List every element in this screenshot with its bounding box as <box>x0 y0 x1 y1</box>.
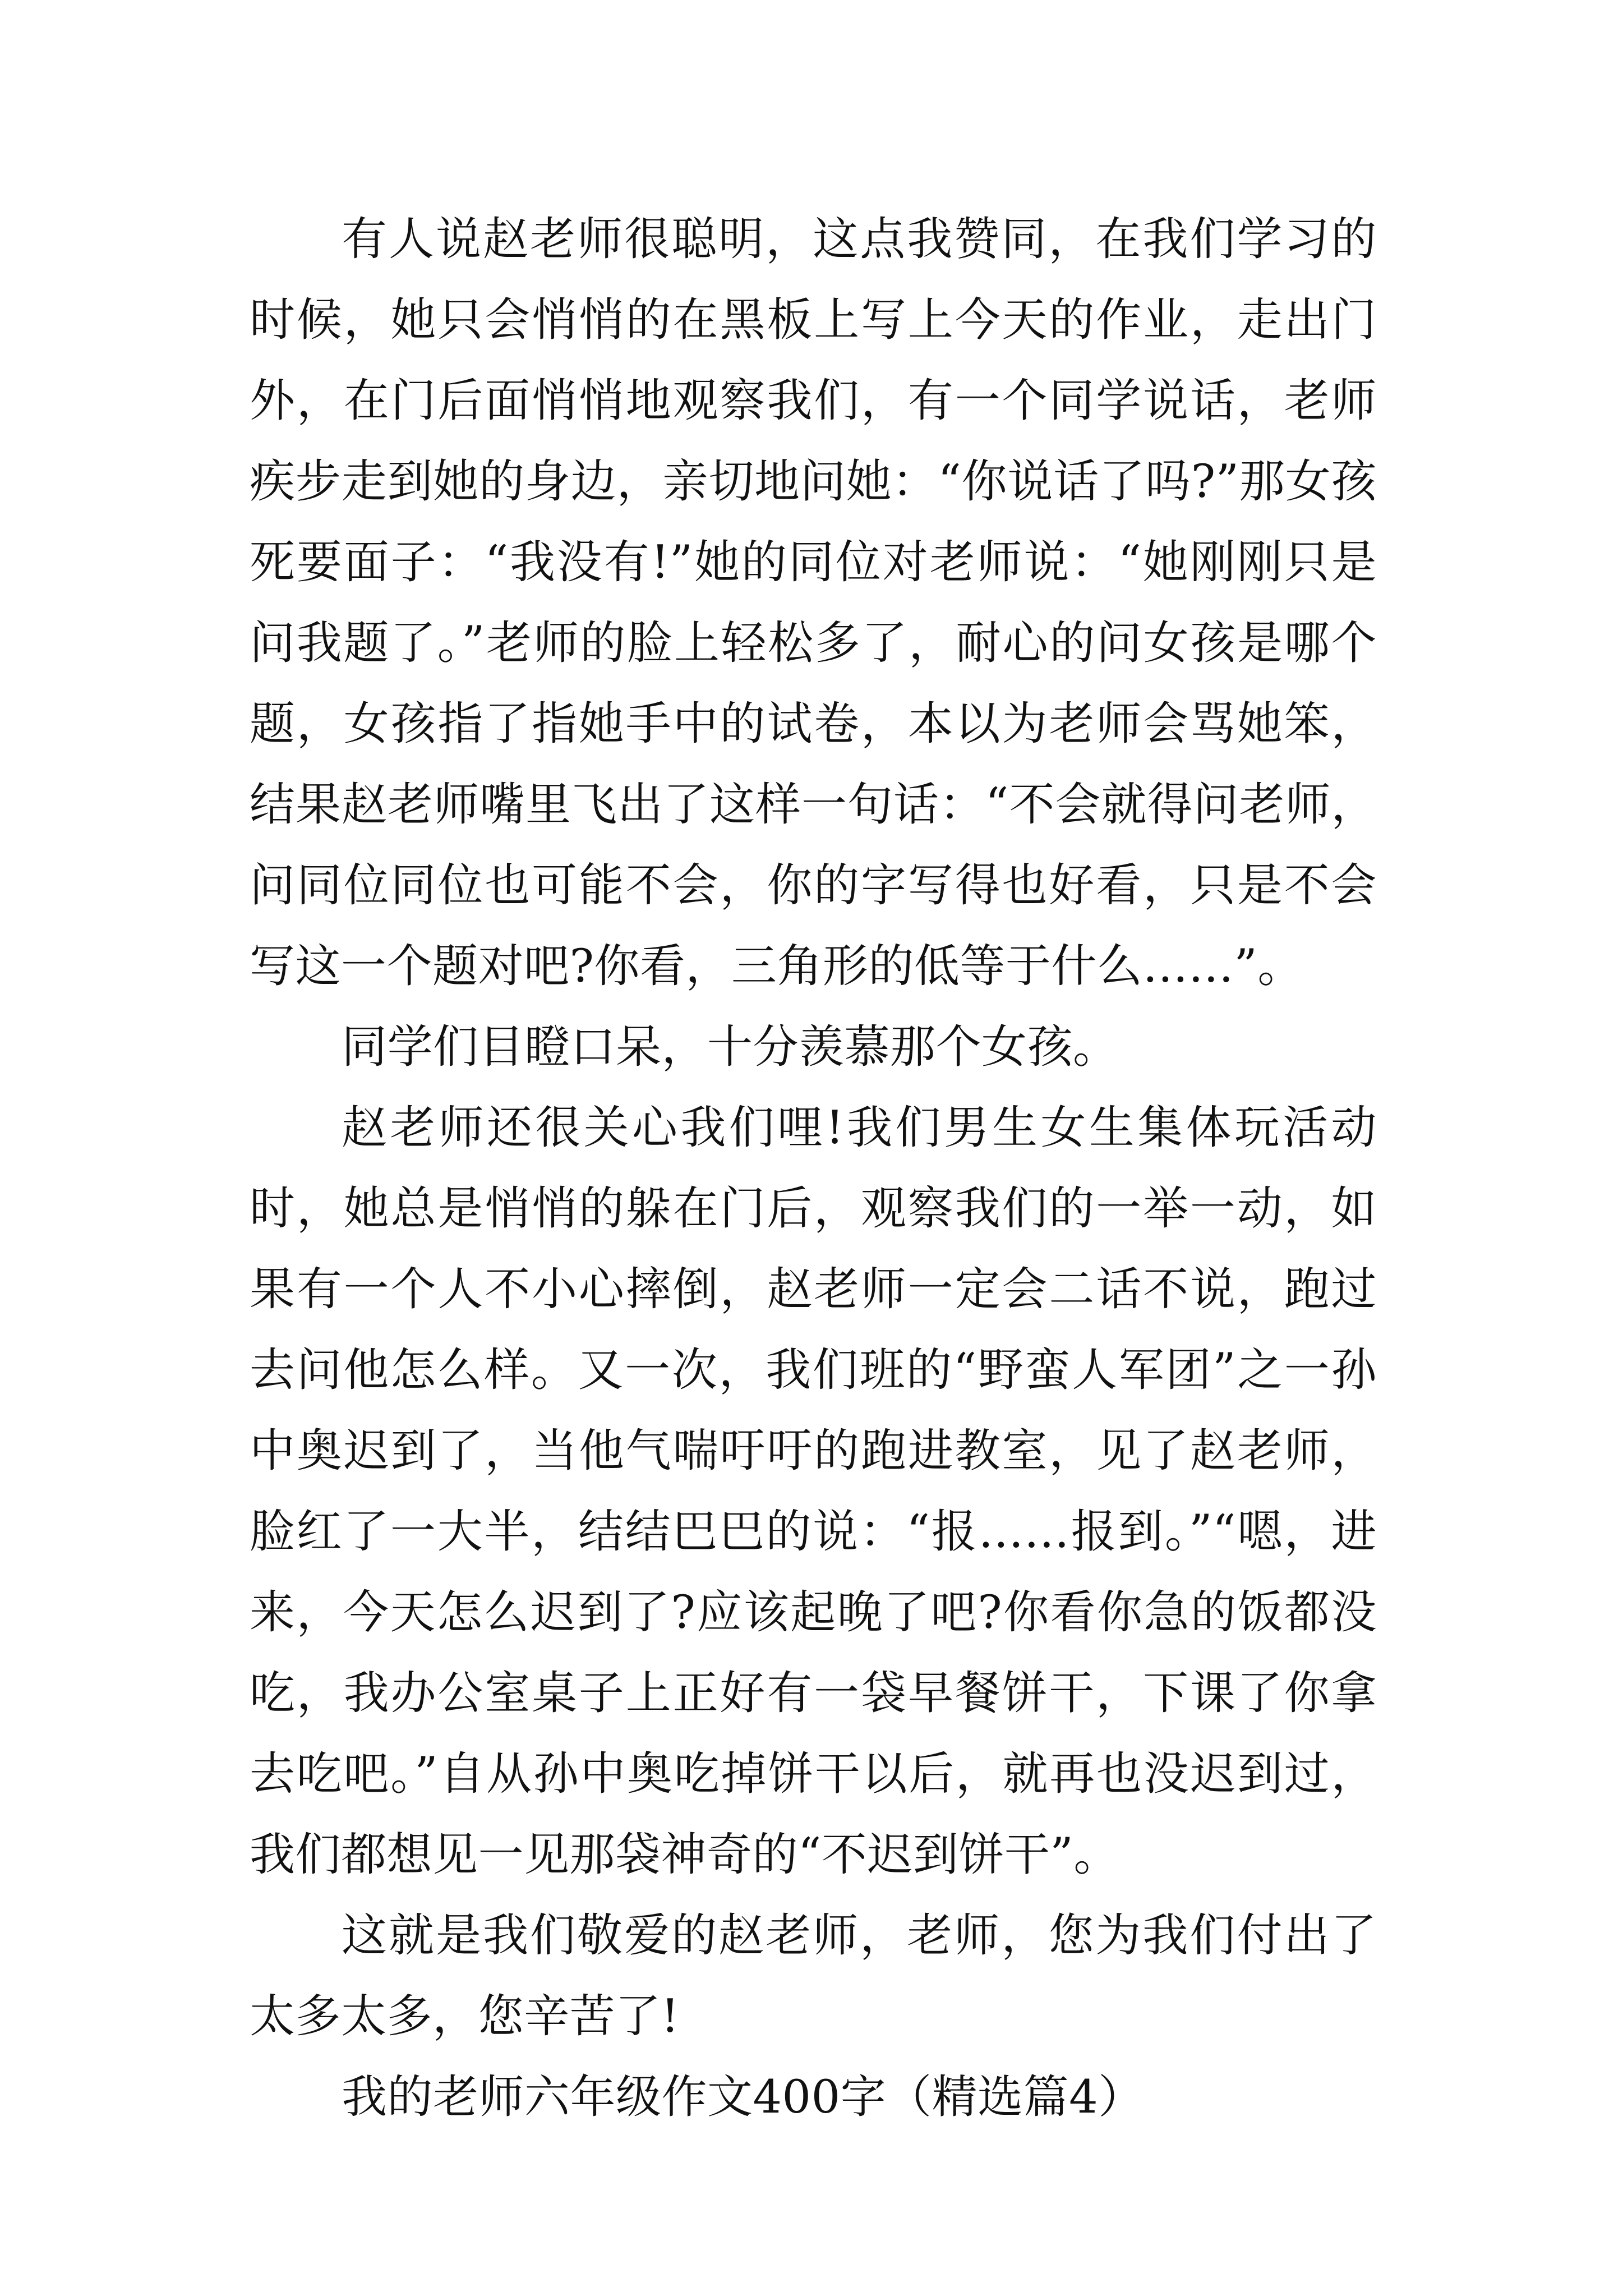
paragraph-zhao-teacher-caring: 赵老师还很关心我们哩!我们男生女生集体玩活动时，她总是悄悄的躲在门后，观察我们的一举一动，如果有一个人不小心摔倒，赵老师一定会二话不说，跑过去问他怎么样。又一次，我们班的“野蛮人军团”之一孙中奥迟到了，当他气喘吁吁的跑进教室，见了赵老师，脸红了一大半，结结巴巴的说：“报……报到。”“嗯，进来，今天怎么迟到了?应该起晚了吧?你看你急的饭都没吃，我办公室桌子上正好有一袋早餐饼干，下课了你拿去吃吧。”自从孙中奥吃掉饼干以后，就再也没迟到过，我们都想见一见那袋神奇的“不迟到饼干”。 <box>250 1102 1377 1881</box>
paragraph-zhao-teacher-smart: 有人说赵老师很聪明，这点我赞同，在我们学习的时候，她只会悄悄的在黑板上写上今天的作业，走出门外，在门后面悄悄地观察我们，有一个同学说话，老师疾步走到她的身边，亲切地问她：“你说话了吗?”那女孩死要面子：“我没有!”她的同位对老师说：“她刚刚只是问我题了。”老师的脸上轻松多了，耐心的问女孩是哪个题，女孩指了指她手中的试卷，本以为老师会骂她笨，结果赵老师嘴里飞出了这样一句话：“不会就得问老师，问同位同位也可能不会，你的字写得也好看，只是不会写这一个题对吧?你看，三角形的低等于什么……”。 <box>250 213 1377 993</box>
paragraph-classmates-amazed: 同学们目瞪口呆，十分羡慕那个女孩。 <box>342 1021 1119 1074</box>
document-body <box>250 199 1377 2138</box>
paragraph-closing: 这就是我们敬爱的赵老师，老师，您为我们付出了太多太多，您辛苦了! <box>250 1910 1377 2043</box>
essay-section-heading: 我的老师六年级作文400字（精选篇4） <box>342 2071 1144 2124</box>
